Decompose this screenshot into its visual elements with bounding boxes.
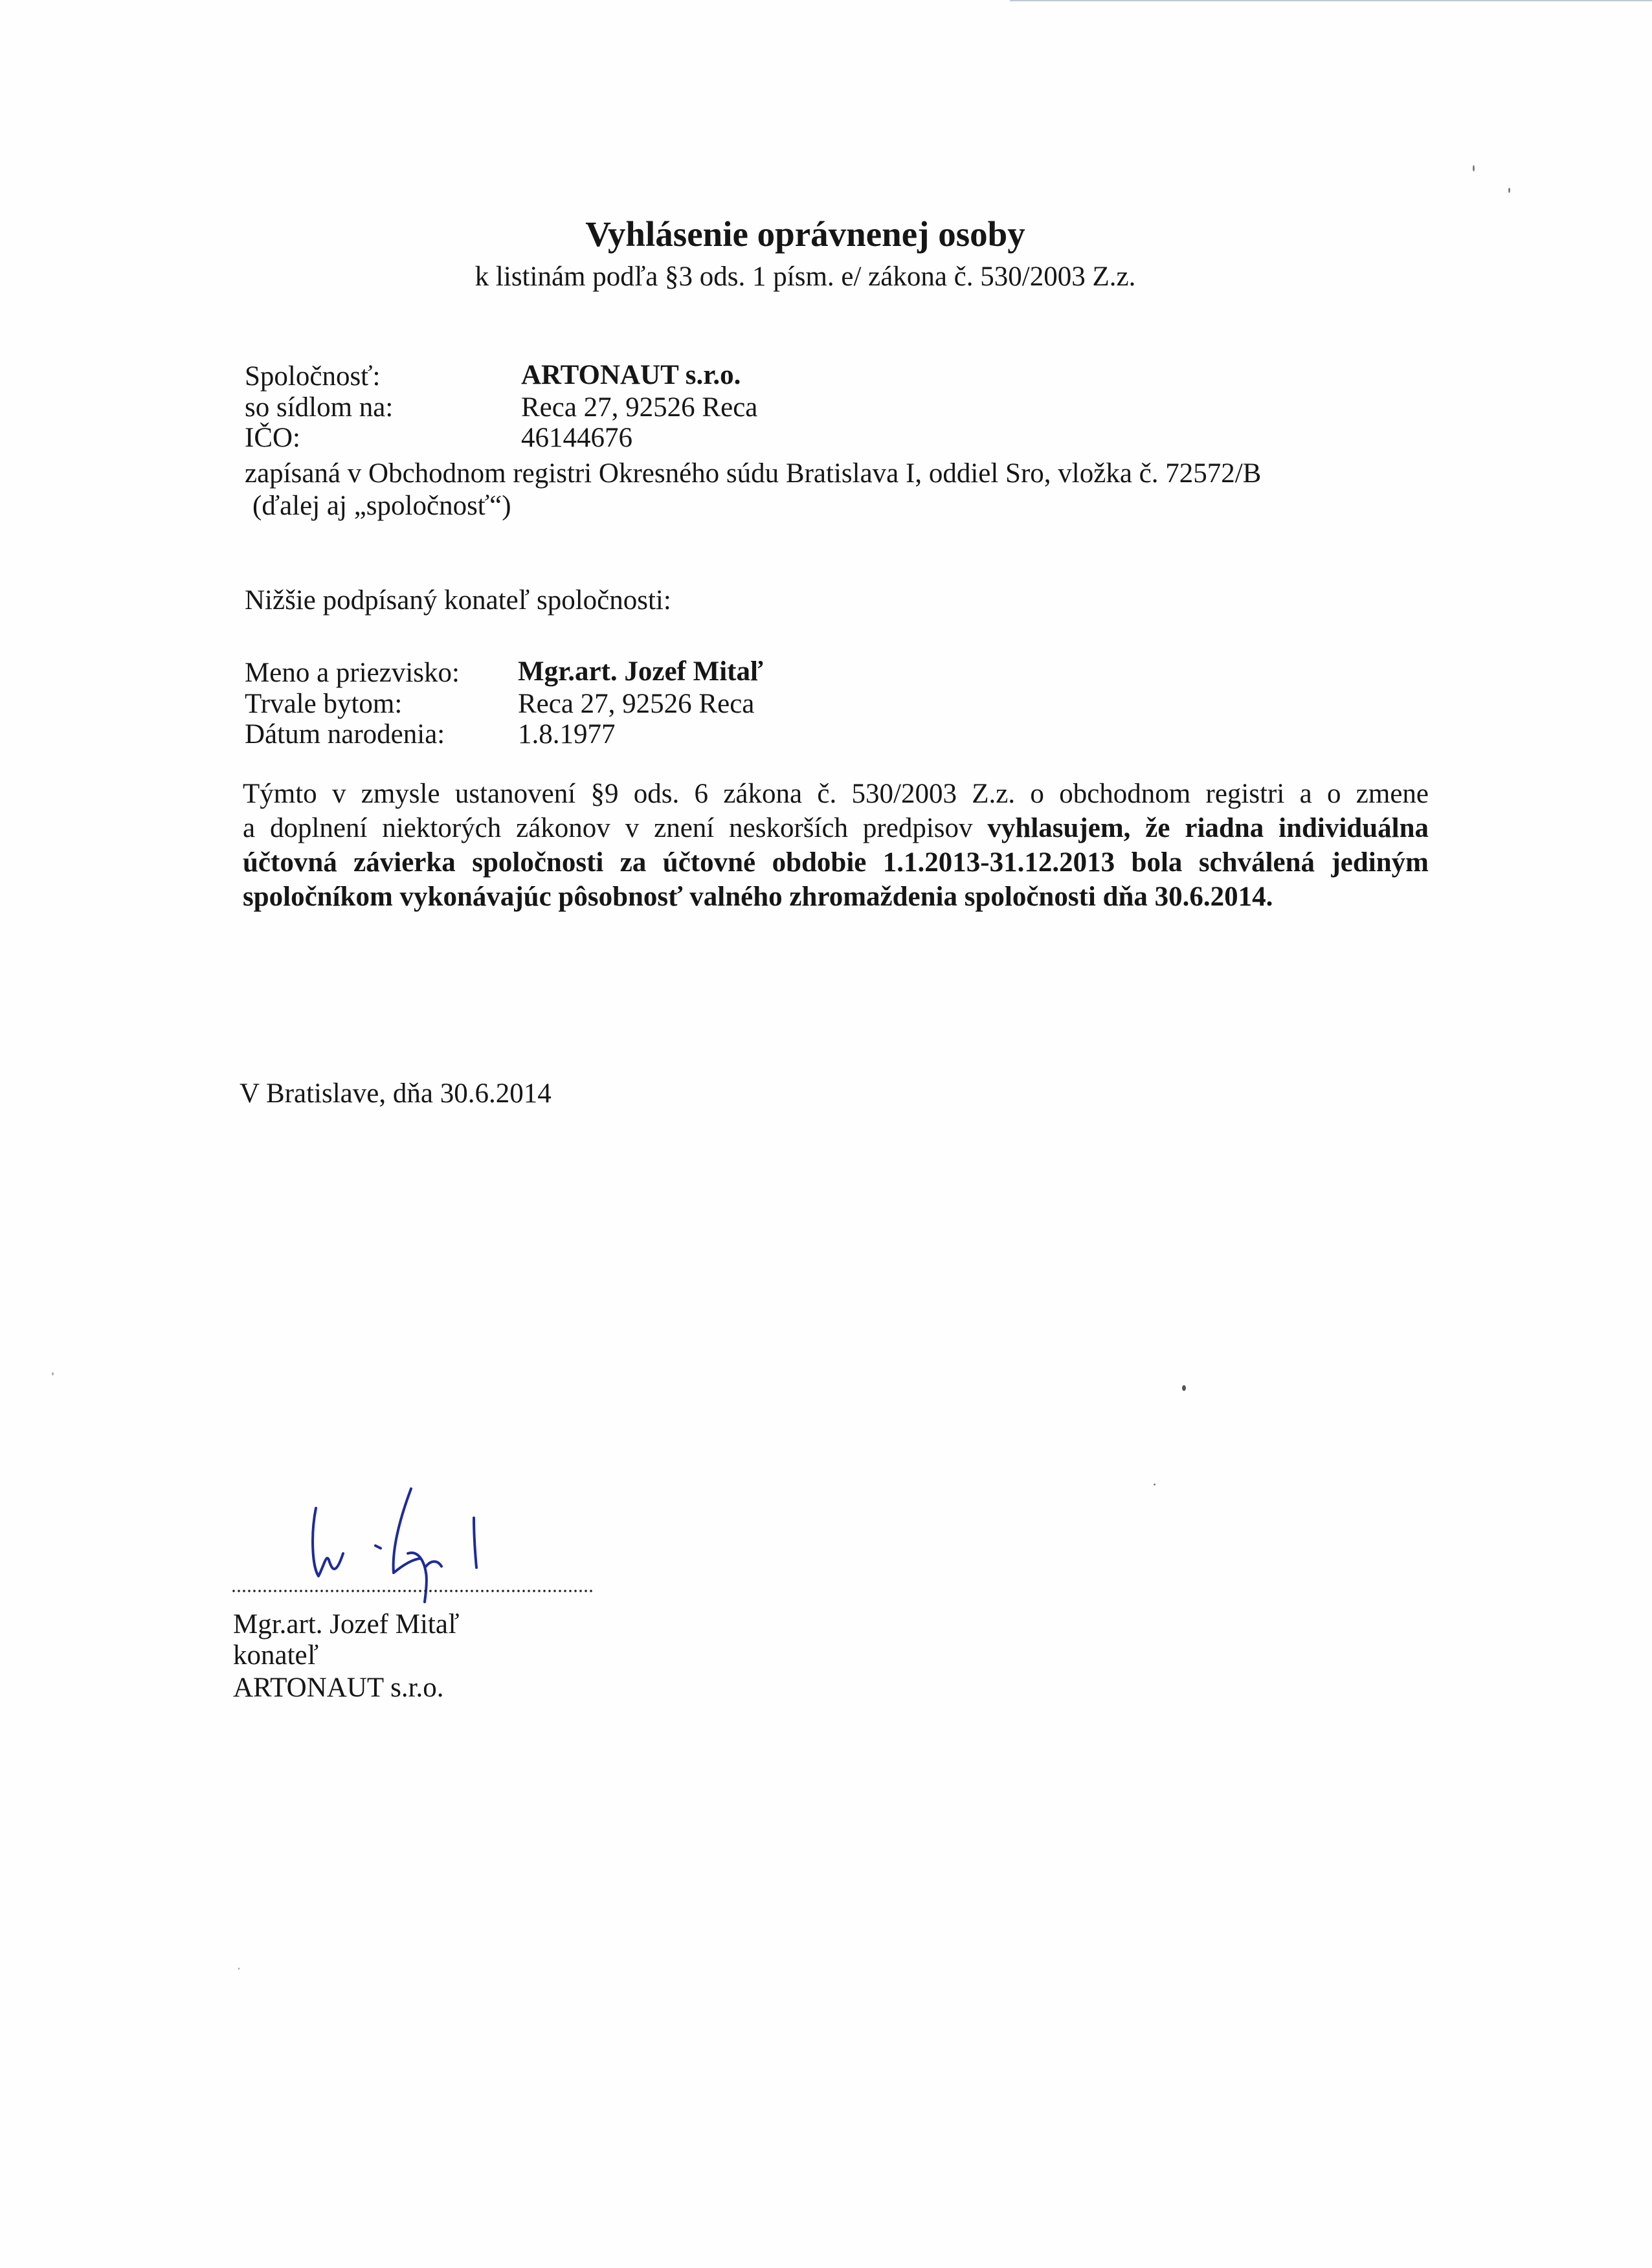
company-alias: (ďalej aj „spoločnosť“) — [252, 491, 511, 521]
person-address: Reca 27, 92526 Reca — [518, 689, 755, 719]
scan-speck — [1508, 188, 1510, 193]
scan-speck — [52, 1372, 54, 1375]
person-name-label: Meno a priezvisko: — [245, 658, 460, 688]
declaration-line-1: Týmto v zmysle ustanovení §9 ods. 6 zákona č. 530/2003 Z.z. o obchodnom registri a o zmene — [243, 779, 1429, 809]
scan-speck — [1154, 1484, 1155, 1485]
signature-company: ARTONAUT s.r.o. — [233, 1673, 444, 1703]
person-name: Mgr.art. Jozef Mitaľ — [518, 656, 764, 687]
place-date: V Bratislave, dňa 30.6.2014 — [240, 1078, 552, 1109]
company-name-label: Spoločnosť: — [245, 361, 381, 392]
scan-speck — [1182, 1385, 1186, 1391]
declaration-line-4: spoločníkom vykonávajúc pôsobnosť valného zhromaždenia spoločnosti dňa 30.6.2014. — [243, 882, 1273, 912]
declaration-paragraph — [243, 777, 1429, 914]
declaration-line-3: účtovná závierka spoločnosti za účtovné obdobie 1.1.2013-31.12.2013 bola schválená jediným — [243, 847, 1429, 878]
signature-dotted-line — [231, 1589, 594, 1593]
company-ico: 46144676 — [521, 423, 632, 453]
declaration-line-2-bold: vyhlasujem, že riadna individuálna — [987, 813, 1429, 843]
scan-speck — [238, 1968, 240, 1970]
scan-edge-line — [1010, 0, 1652, 1]
person-birth-label: Dátum narodenia: — [245, 719, 445, 750]
declaration-line-2 — [243, 811, 1429, 845]
person-address-label: Trvale bytom: — [245, 689, 403, 719]
signatory-intro: Nižšie podpísaný konateľ spoločnosti: — [245, 585, 671, 616]
declaration-line-2-normal: a doplnení niektorých zákonov v znení neskorších predpisov — [243, 813, 988, 843]
company-ico-label: IČO: — [245, 423, 300, 453]
document-subtitle: k listinám podľa §3 ods. 1 písm. e/ zákona č. 530/2003 Z.z. — [474, 261, 1136, 292]
company-name: ARTONAUT s.r.o. — [521, 360, 741, 390]
company-seat: Reca 27, 92526 Reca — [521, 392, 758, 423]
signature-role: konateľ — [233, 1640, 319, 1671]
document-title: Vyhlásenie oprávnenej osoby — [585, 214, 1025, 254]
person-birth: 1.8.1977 — [518, 719, 616, 750]
signature-name: Mgr.art. Jozef Mitaľ — [233, 1609, 460, 1640]
company-seat-label: so sídlom na: — [245, 392, 394, 423]
scan-speck — [1473, 165, 1475, 172]
company-registry: zapísaná v Obchodnom registri Okresného súdu Bratislava I, oddiel Sro, vložka č. 72572/B — [245, 458, 1262, 489]
handwritten-signature — [304, 1463, 511, 1618]
